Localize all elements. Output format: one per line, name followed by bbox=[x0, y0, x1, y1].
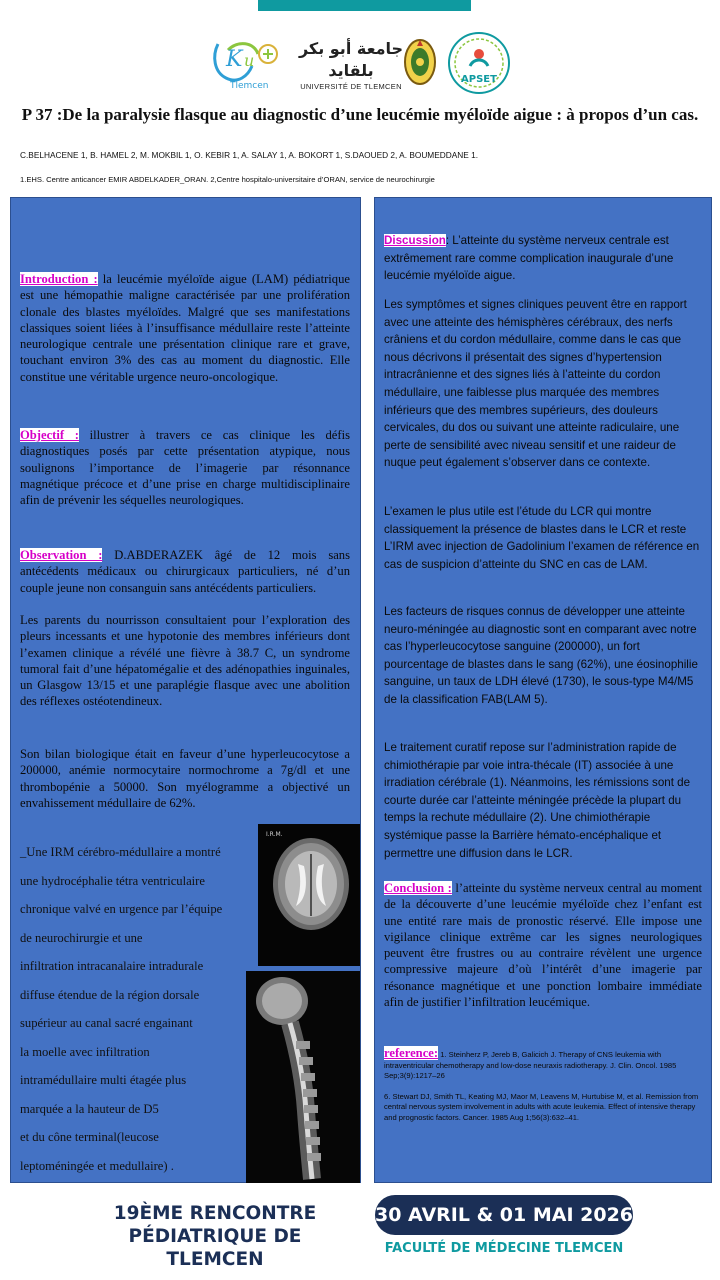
brain-mri-image bbox=[258, 824, 360, 966]
irm-line: chronique valvé en urgence par l’équipe bbox=[20, 902, 223, 916]
observation-heading: Observation : bbox=[20, 548, 103, 562]
introduction-section bbox=[20, 271, 350, 385]
introduction-heading: Introduction : bbox=[20, 272, 98, 286]
irm-line: une hydrocéphalie tétra ventriculaire bbox=[20, 873, 205, 888]
apset-logo bbox=[446, 30, 512, 96]
irm-line: la moelle avec infiltration bbox=[20, 1044, 150, 1059]
poster-affiliations: 1.EHS. Centre anticancer EMIR ABDELKADER_ORAN. 2,Centre hospitalo-universitaire d’ORAN, service de neurochirurgie bbox=[20, 175, 435, 184]
irm-line: diffuse étendue de la région dorsale bbox=[20, 987, 200, 1002]
event-venue: FACULTÉ DE MÉDECINE TLEMCEN bbox=[384, 1241, 624, 1256]
reference-heading: reference: bbox=[384, 1046, 439, 1060]
event-dates: 30 AVRIL & 01 MAI 2026 bbox=[375, 1195, 633, 1235]
discussion-section bbox=[384, 232, 702, 285]
irm-line: leptoméningée et medullaire) . bbox=[20, 1158, 174, 1173]
university-seal-icon bbox=[400, 34, 440, 90]
irm-line: supérieur au canal sacré engainant bbox=[20, 1016, 193, 1030]
conclusion-text: l’atteinte du système nerveux central au moment de la découverte d’une leucémie myéloïde chez l’enfant est une entité rare mais de pronostic réservé. Elle impose une vigilance clinique extrême car les signes neurologiques peuvent être frustres ou au contraire révèlent une urgence compressive majeure d’où l’intérêt d’une imagerie par résonance magnétique et une ponction lombaire immédiate afin de justifier l’infiltration leucémique. bbox=[384, 881, 702, 1010]
risk-factors-paragraph: Les facteurs de risques connus de développer une atteinte neuro-méningée au diagnostic sont en comparant avec notre cas l’hyperleucocytose sanguine (200000), un fort pourcentage de blastes dans le sang (62%), une éosinophilie sanguine, un taux de LDH élevé (1730), le sous-type M4/M5 de la classification FAB(LAM 5). bbox=[384, 605, 698, 706]
event-name bbox=[88, 1202, 342, 1271]
top-accent-bar bbox=[258, 0, 471, 11]
logo-strip bbox=[0, 30, 720, 96]
objectif-section bbox=[20, 427, 350, 508]
discussion-heading: Discussion bbox=[384, 234, 446, 247]
lcr-paragraph: L’examen le plus utile est l’étude du LCR qui montre classiquement la présence de blastes dans le LCR et reste L’IRM avec injection de Gadolinium l’examen de référence en cas de suspicion d’atteinte du SNC en cas de LAM. bbox=[384, 505, 700, 571]
ku-tlemcen-logo bbox=[208, 36, 284, 92]
svg-text:u: u bbox=[244, 51, 255, 70]
irm-line: infiltration intracanalaire intradurale bbox=[20, 959, 204, 973]
svg-text:I.R.M.: I.R.M. bbox=[266, 831, 283, 838]
irm-line: et du cône terminal(leucose bbox=[20, 1130, 159, 1144]
university-name-arabic: جامعة أبو بكر بلقايد bbox=[298, 39, 404, 80]
objectif-text: illustrer à travers ce cas clinique les défis diagnostiques posés par cette présentation atypique, nous soulignons l’importance de l’imagerie par résonnance magnétique précoce et d’une prise en charge multidisciplinaire afin de prévenir les séquelles neurologiques. bbox=[20, 428, 350, 508]
svg-text:K: K bbox=[226, 47, 243, 72]
spine-mri-image bbox=[246, 971, 360, 1183]
poster-title: P 37 :De la paralysie flasque au diagnostic d’une leucémie myéloïde aigue : à propos d’un cas. bbox=[21, 105, 699, 124]
conclusion-heading: Conclusion : bbox=[384, 881, 452, 895]
university-name-french: UNIVERSITÉ DE TLEMCEN bbox=[300, 82, 402, 91]
apset-logo-text: APSET bbox=[461, 74, 497, 85]
bilan-paragraph: Son bilan biologique était en faveur d’une hyperleucocytose a 200000, anémie normocytaire normochrome a 7g/dl et une thrombopénie a 50000. Son myélogramme a objectivé un envahissement médullaire de 62%. bbox=[20, 747, 350, 810]
irm-line: intramédullaire multi étagée plus bbox=[20, 1073, 187, 1087]
references-section bbox=[384, 1048, 704, 1134]
reference-1: 1. Steinherz P, Jereb B, Galicich J. Therapy of CNS leukemia with intraventricular chemotherapy and low-dose neuraxis radiotherapy. J. Clin. Oncol. 1985 Sep;3(9):1217–26 bbox=[384, 1050, 677, 1081]
parents-paragraph: Les parents du nourrisson consultaient pour l’exploration des pleurs incessants et une hypotonie des membres inférieurs dont l’examen clinique a révélé une fièvre à 38.7 C, un syndrome tumoral fait d’une hépatomégalie et des adénopathies inguinales, un Glasgow 13/15 et une paraplégie flasque avec une abolition des réflexes ostéotendineux. bbox=[20, 613, 350, 709]
irm-line: marquée a la hauteur de D5 bbox=[20, 1101, 159, 1116]
symptoms-paragraph: Les symptômes et signes cliniques peuvent être en rapport avec une atteinte des hémisphères cérébraux, des nerfs crâniens et du cordon médullaire, comme dans le cas que nous décrivons il présentait des signes d’hypertension intracrânienne et des signes liés à l’atteinte du cordon médullaire, une faiblesse plus marquée des membres inférieurs que des membres supérieurs, des douleurs cervicales, du dos ou suivant une atteinte radiculaire, une perte de sensibilité avec niveau sensitif et une raideur de nuque peut également s’observer dans ce contexte. bbox=[384, 298, 687, 470]
treatment-paragraph: Le traitement curatif repose sur l’administration rapide de chimiothérapie par voie intra-thécale (IT) associée à une irradiation cérébrale (1). Néanmoins, les rémissions sont de courte durée car l’atteinte méningée précède la plupart du temps la rechute médullaire (2). Une chimiothérapie systémique passe la Barrière hémato-encéphalique et permettre une diffusion dans le LCR. bbox=[384, 741, 691, 860]
objectif-heading: Objectif : bbox=[20, 428, 79, 442]
university-logo bbox=[296, 38, 406, 91]
event-name-line2: PÉDIATRIQUE DE TLEMCEN bbox=[128, 1226, 302, 1270]
observation-text: D.ABDERAZEK âgé de 12 mois sans antécédents médicaux ou chirurgicaux particuliers, né d’un couple jeune non consanguin sans antécédents particuliers. bbox=[20, 548, 351, 595]
discussion-text: : L’atteinte du système nerveux centrale est extrêmement rare comme complication inaugurale d’une leucémie myéloïde aigue. bbox=[384, 234, 674, 283]
conclusion-section bbox=[384, 880, 702, 1010]
poster-authors: C.BELHACENE 1, B. HAMEL 2, M. MOKBIL 1, O. KEBIR 1, A. SALAY 1, A. BOKORT 1, S.DAOUED 2, A. BOUMEDDANE 1. bbox=[20, 150, 479, 160]
ku-logo-text: Tlemcen bbox=[230, 81, 269, 91]
reference-2: 6. Stewart DJ, Smith TL, Keating MJ, Maor M, Leavens M, Hurtubise M, et al. Remission from central nervous system involvement in adults with acute leukemia. Effect of intensive therapy and prognostic factors. Cancer. 1985 Aug 1;56(3):632–41. bbox=[384, 1091, 699, 1122]
introduction-text: la leucémie myéloïde aigue (LAM) pédiatrique est une hémopathie maligne caractérisée par une prolifération clonale des blastes myéloïdes. Malgré que ses manifestations classiques soient liées à l’insuffisance médullaire reste l’atteinte neurologique centrale une présentation clinique rare et grave, touchant environ 3% des cas au moment du diagnostic. Elle constitue une véritable urgence neuro-oncologique. bbox=[20, 272, 350, 384]
irm-findings bbox=[20, 844, 255, 1186]
observation-section bbox=[20, 547, 350, 596]
event-name-line1: 19ÈME RENCONTRE bbox=[113, 1203, 317, 1224]
irm-line: de neurochirurgie et une bbox=[20, 930, 143, 945]
irm-line: _Une IRM cérébro-médullaire a montré bbox=[20, 845, 221, 859]
